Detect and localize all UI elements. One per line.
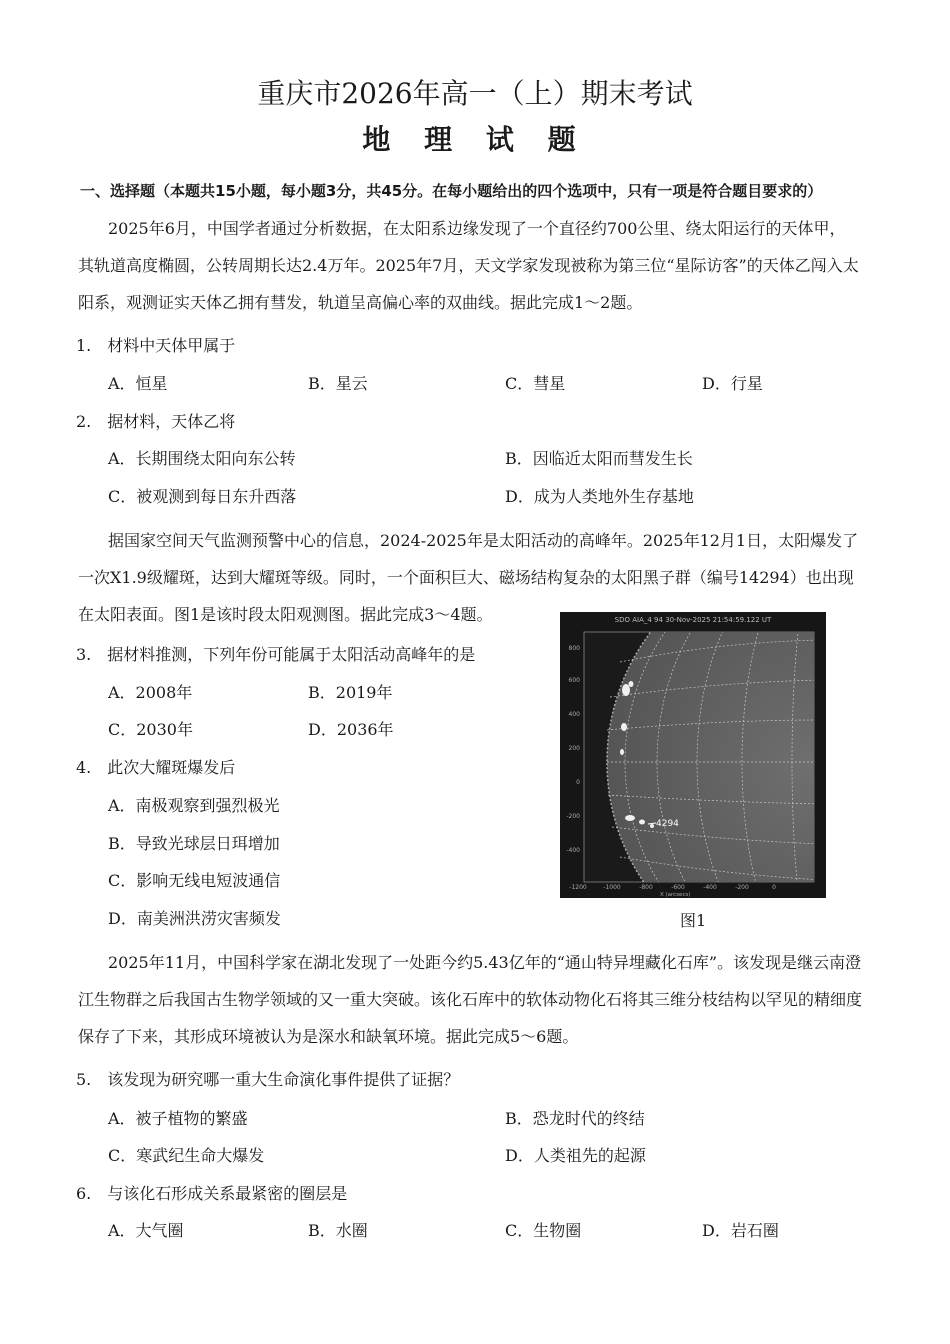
x-tick: -600 xyxy=(671,884,685,891)
q2-option-d[interactable]: D．成为人类地外生存基地 xyxy=(505,487,694,506)
q4-option-d[interactable]: D．南美洲洪涝灾害频发 xyxy=(108,909,281,928)
y-tick: -200 xyxy=(566,813,580,820)
sun-disk xyxy=(607,612,826,898)
figure-caption: 图1 xyxy=(680,911,707,930)
x-tick: 0 xyxy=(772,884,776,891)
y-tick: 200 xyxy=(568,745,580,752)
q5-option-a[interactable]: A．被子植物的繁盛 xyxy=(108,1109,248,1128)
y-tick: -400 xyxy=(566,847,580,854)
sunspot-label: 4294 xyxy=(656,819,679,829)
q5-option-c[interactable]: C．寒武纪生命大爆发 xyxy=(108,1146,265,1165)
q1-option-c[interactable]: C．彗星 xyxy=(505,374,566,393)
q5-option-d[interactable]: D．人类祖先的起源 xyxy=(505,1146,646,1165)
figure-header-text: SDO AIA_4 94 30-Nov-2025 21:54:59.122 UT xyxy=(614,616,772,624)
passage3-line3: 保存了下来，其形成环境被认为是深水和缺氧环境。据此完成5～6题。 xyxy=(78,1027,579,1046)
x-tick: -200 xyxy=(735,884,749,891)
q1-option-d[interactable]: D．行星 xyxy=(702,374,763,393)
q6-option-d[interactable]: D．岩石圈 xyxy=(702,1221,779,1240)
section-heading: 一、选择题（本题共15小题，每小题3分，共45分。在每小题给出的四个选项中，只有一项是符合题目要求的） xyxy=(80,182,823,200)
q4-option-c[interactable]: C．影响无线电短波通信 xyxy=(108,871,281,890)
exam-subtitle: 地 理 试 题 xyxy=(362,123,588,156)
exam-title: 重庆市2026年高一（上）期末考试 xyxy=(257,77,693,110)
x-axis-label: X (arcsecs) xyxy=(660,892,691,898)
passage1-line1: 2025年6月，中国学者通过分析数据，在太阳系边缘发现了一个直径约700公里、绕太阳运行的天体甲， xyxy=(108,219,846,238)
q2-option-c[interactable]: C．被观测到每日东升西落 xyxy=(108,487,297,506)
passage2-line1: 据国家空间天气监测预警中心的信息，2024-2025年是太阳活动的高峰年。2025年12月1日，太阳爆发了 xyxy=(108,531,859,550)
question-3-stem: 3. 据材料推测，下列年份可能属于太阳活动高峰年的是 xyxy=(76,645,476,664)
x-tick: -400 xyxy=(703,884,717,891)
x-tick: -800 xyxy=(639,884,653,891)
question-4-stem: 4. 此次大耀斑爆发后 xyxy=(76,758,236,777)
passage2-line2: 一次X1.9级耀斑，达到大耀斑等级。同时，一个面积巨大、磁场结构复杂的太阳黑子群（编号14294）也出现 xyxy=(78,568,854,587)
question-5-stem: 5. 该发现为研究哪一重大生命演化事件提供了证据？ xyxy=(76,1070,460,1089)
q3-option-d[interactable]: D．2036年 xyxy=(308,720,394,739)
q2-option-b[interactable]: B．因临近太阳而彗发生长 xyxy=(505,449,693,468)
passage3-line2: 江生物群之后我国古生物学领域的又一重大突破。该化石库中的软体动物化石将其三维分枝结构以罕见的精细度 xyxy=(78,990,863,1009)
y-tick: 0 xyxy=(576,779,580,786)
q3-option-b[interactable]: B．2019年 xyxy=(308,683,393,702)
passage1-line3: 阳系，观测证实天体乙拥有彗发，轨道呈高偏心率的双曲线。据此完成1～2题。 xyxy=(78,293,643,312)
q6-option-a[interactable]: A．大气圈 xyxy=(108,1221,184,1240)
q5-option-b[interactable]: B．恐龙时代的终结 xyxy=(505,1109,645,1128)
passage2-line3: 在太阳表面。图1是该时段太阳观测图。据此完成3～4题。 xyxy=(78,605,493,624)
question-2-stem: 2. 据材料，天体乙将 xyxy=(76,412,236,431)
q4-option-b[interactable]: B．导致光球层日珥增加 xyxy=(108,834,280,853)
solar-observation-figure xyxy=(560,612,826,898)
passage3-line1: 2025年11月，中国科学家在湖北发现了一处距今约5.43亿年的“通山特异埋藏化石库”。该发现是继云南澄 xyxy=(108,953,862,972)
x-tick: -1200 xyxy=(569,884,587,891)
q2-option-a[interactable]: A．长期围绕太阳向东公转 xyxy=(108,449,296,468)
y-tick: 400 xyxy=(568,711,580,718)
y-tick: 800 xyxy=(568,645,580,652)
q4-option-a[interactable]: A．南极观察到强烈极光 xyxy=(108,796,280,815)
question-6-stem: 6. 与该化石形成关系最紧密的圈层是 xyxy=(76,1184,348,1203)
q6-option-b[interactable]: B．水圈 xyxy=(308,1221,368,1240)
x-tick: -1000 xyxy=(603,884,621,891)
q1-option-b[interactable]: B．星云 xyxy=(308,374,368,393)
y-tick: 600 xyxy=(568,677,580,684)
q3-option-c[interactable]: C．2030年 xyxy=(108,720,193,739)
q3-option-a[interactable]: A．2008年 xyxy=(108,683,193,702)
question-1-stem: 1. 材料中天体甲属于 xyxy=(76,336,236,355)
q6-option-c[interactable]: C．生物圈 xyxy=(505,1221,582,1240)
q1-option-a[interactable]: A．恒星 xyxy=(108,374,168,393)
passage1-line2: 其轨道高度椭圆，公转周期长达2.4万年。2025年7月，天文学家发现被称为第三位“星际访客”的天体乙闯入太 xyxy=(78,256,859,275)
